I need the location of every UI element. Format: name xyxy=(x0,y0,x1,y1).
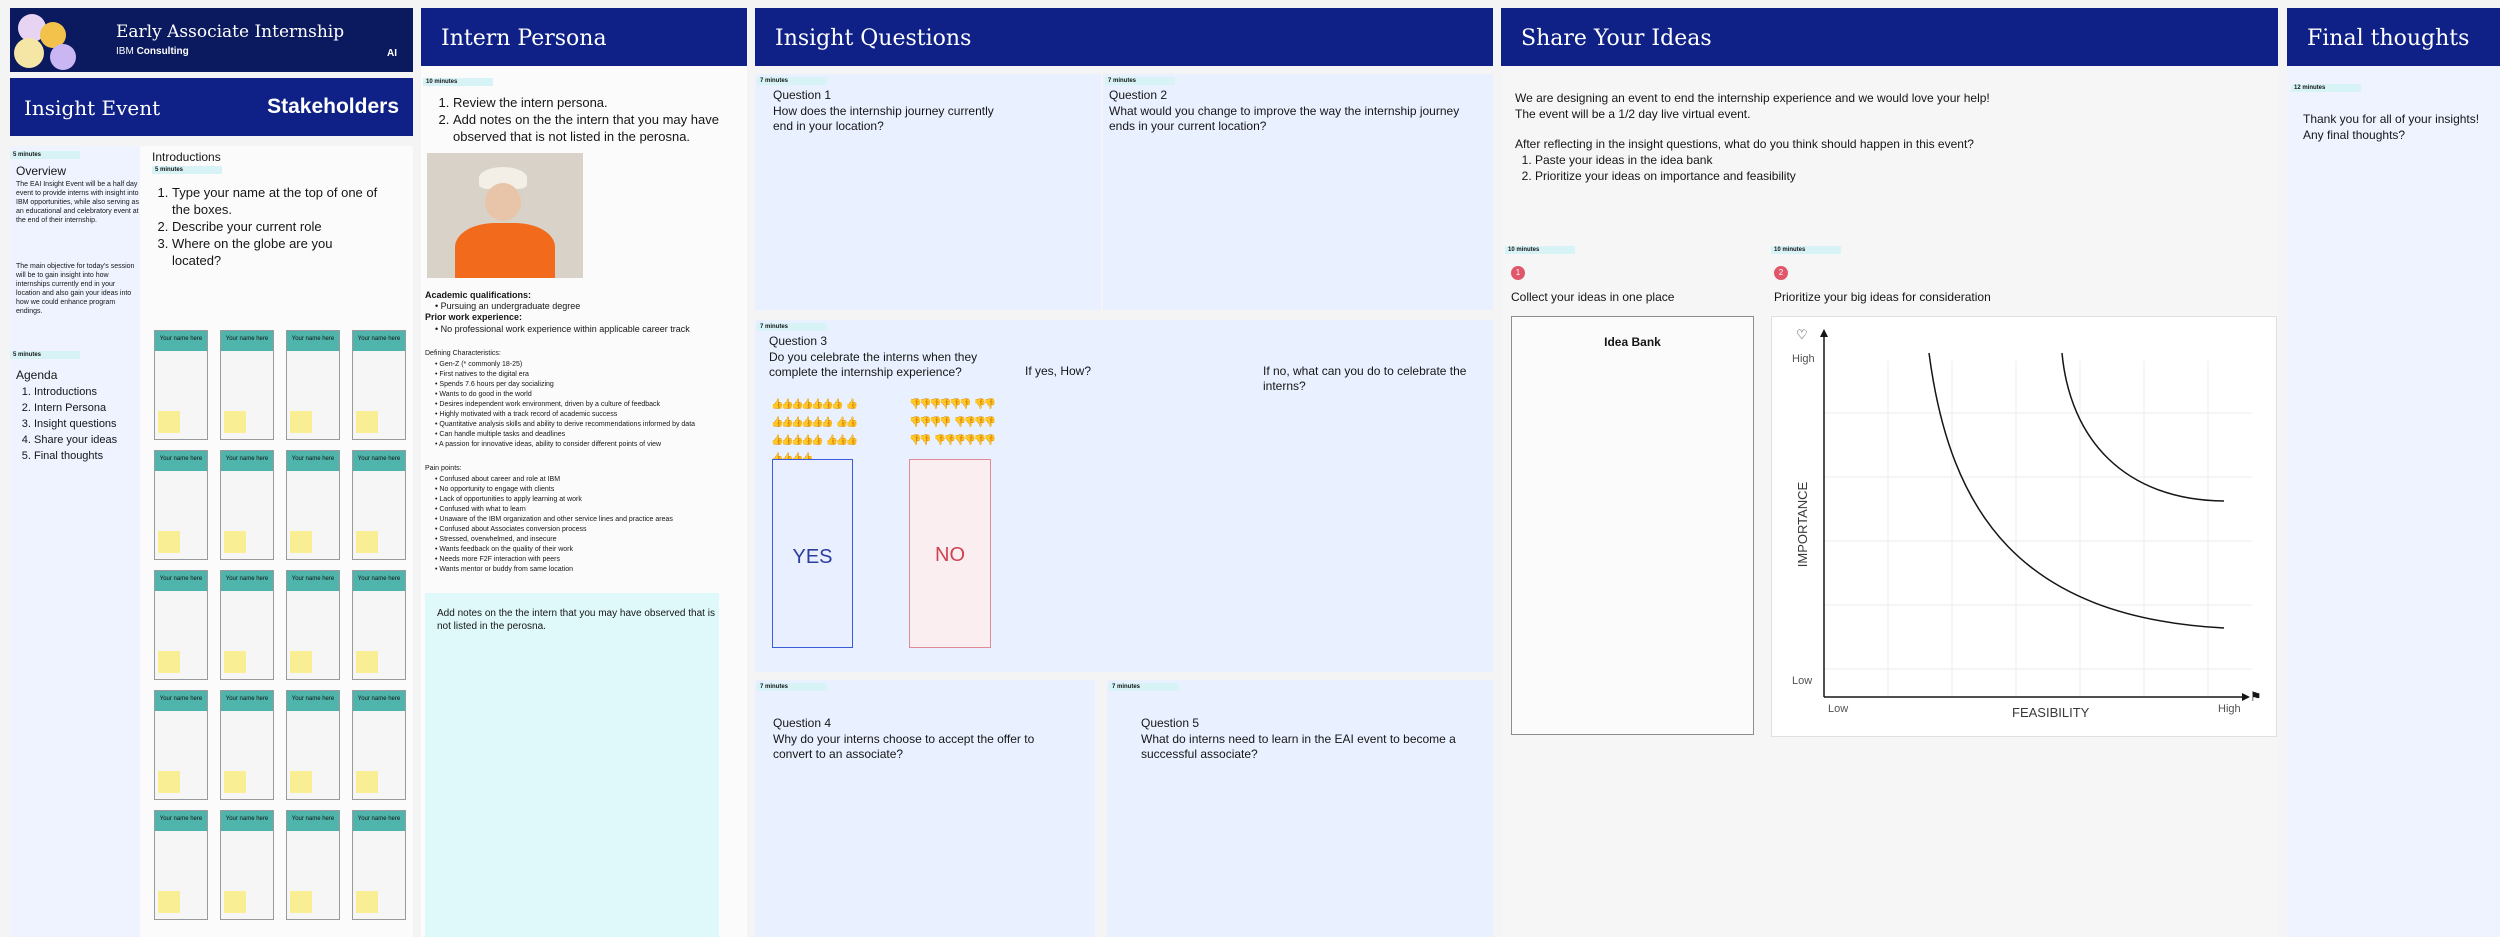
persona-panel xyxy=(421,8,747,937)
idea-bank-title: Idea Bank xyxy=(1604,335,1661,349)
introductions-time: 5 minutes xyxy=(152,166,222,174)
sticky-note[interactable] xyxy=(158,411,180,433)
flag-icon: ⚑ xyxy=(2250,689,2262,704)
name-card[interactable] xyxy=(220,330,274,440)
bullet-text: A passion for innovative ideas, ability to consider different points of view xyxy=(439,441,662,448)
final-time: 12 minutes xyxy=(2291,84,2361,92)
question-2-title: Question 2 xyxy=(1109,88,1168,102)
name-card-label[interactable]: Your name here xyxy=(353,451,405,471)
name-card[interactable] xyxy=(154,690,208,800)
question-4-time: 7 minutes xyxy=(757,683,827,691)
share-intro-3: After reflecting in the insight questions, what do you think should happen in this event? xyxy=(1515,137,1974,151)
sticky-note[interactable] xyxy=(158,651,180,673)
sticky-note[interactable] xyxy=(356,651,378,673)
insight-event-header xyxy=(10,78,413,136)
yes-box[interactable] xyxy=(772,459,853,648)
sticky-note[interactable] xyxy=(290,771,312,793)
name-card-label[interactable]: Your name here xyxy=(155,451,207,471)
name-card[interactable] xyxy=(352,570,406,680)
defining-item: • A passion for innovative ideas, ability to consider different points of view xyxy=(435,441,662,448)
agenda-item: 1. Introductions xyxy=(34,384,117,400)
name-card[interactable] xyxy=(352,450,406,560)
question-5-text: What do interns need to learn in the EAI event to become a successful associate? xyxy=(1141,732,1456,761)
persona-notes-box[interactable] xyxy=(425,593,719,937)
ibm-label: IBM xyxy=(116,46,134,57)
bullet-text: First natives to the digital era xyxy=(439,371,529,378)
question-1-card[interactable] xyxy=(755,74,1101,310)
name-card-label[interactable]: Your name here xyxy=(155,811,207,831)
question-5-title: Question 5 xyxy=(1141,716,1200,730)
question-3-card[interactable] xyxy=(755,320,1493,672)
name-card-label[interactable]: Your name here xyxy=(287,571,339,591)
pain-item: • Confused with what to learn xyxy=(435,506,526,513)
name-card[interactable] xyxy=(286,330,340,440)
persona-header: Intern Persona xyxy=(421,8,747,66)
overview-panel xyxy=(10,146,140,937)
name-card[interactable] xyxy=(352,690,406,800)
idea-bank-instruction: Collect your ideas in one place xyxy=(1511,290,1675,304)
agenda-item: 2. Intern Persona xyxy=(34,400,117,416)
agenda-time: 5 minutes xyxy=(10,351,80,359)
agenda-list xyxy=(16,384,117,464)
share-step: 1. Paste your ideas in the idea bank xyxy=(1535,152,2215,168)
pain-item: • Confused about career and role at IBM xyxy=(435,476,561,483)
name-card-label[interactable]: Your name here xyxy=(221,571,273,591)
sticky-note[interactable] xyxy=(356,411,378,433)
defining-item: • Gen-Z (* commonly 18-25) xyxy=(435,361,523,368)
name-card-label[interactable]: Your name here xyxy=(353,811,405,831)
name-card[interactable] xyxy=(220,690,274,800)
name-card-label[interactable]: Your name here xyxy=(287,331,339,351)
bullet-text: Stressed, overwhelmed, and insecure xyxy=(439,536,557,543)
defining-list xyxy=(435,360,745,450)
sticky-note[interactable] xyxy=(158,891,180,913)
work-value: No professional work experience within applicable career track xyxy=(440,324,690,334)
sticky-note[interactable] xyxy=(224,771,246,793)
name-card[interactable] xyxy=(286,450,340,560)
work-heading: Prior work experience: xyxy=(425,312,523,322)
defining-item: • Can handle multiple tasks and deadlines xyxy=(435,431,566,438)
persona-notes-text: Add notes on the the intern that you may have observed that is not listed in the perosna. xyxy=(437,608,715,632)
thumbs-down-icons: 👎👎👎👎👎👎 👎👎👎👎👎👎 👎👎👎👎👎👎 👎👎👎👎👎👎 xyxy=(909,399,996,446)
step-1-badge: 1 xyxy=(1511,266,1525,280)
defining-item: • Wants to do good in the world xyxy=(435,391,532,398)
banner-art xyxy=(10,8,85,72)
heart-icon: ♡ xyxy=(1796,327,1808,342)
name-card[interactable] xyxy=(286,810,340,920)
banner xyxy=(10,8,413,72)
final-thoughts-header: Final thoughts xyxy=(2287,8,2500,66)
bullet-text: Confused about career and role at IBM xyxy=(439,476,561,483)
pain-item: • No opportunity to engage with clients xyxy=(435,486,555,493)
bullet-text: Quantitative analysis skills and ability to derive recommendations informed by data xyxy=(439,421,696,428)
overview-time: 5 minutes xyxy=(10,151,80,159)
question-4-card[interactable] xyxy=(755,680,1095,937)
sticky-note[interactable] xyxy=(224,651,246,673)
bullet-text: Confused with what to learn xyxy=(439,506,526,513)
question-2-text: What would you change to improve the way the internship journey ends in your current location? xyxy=(1109,104,1460,133)
introductions-title: Introductions xyxy=(152,150,221,164)
agenda-title: Agenda xyxy=(16,368,58,382)
insight-questions-header: Insight Questions xyxy=(755,8,1493,66)
name-card[interactable] xyxy=(352,330,406,440)
name-card-label[interactable]: Your name here xyxy=(221,691,273,711)
consulting-label: Consulting xyxy=(136,46,189,57)
defining-item: • Highly motivated with a track record of academic success xyxy=(435,411,618,418)
question-4-title: Question 4 xyxy=(773,716,832,730)
x-axis-label: FEASIBILITY xyxy=(2012,705,2090,720)
name-card[interactable] xyxy=(154,330,208,440)
name-card[interactable] xyxy=(154,810,208,920)
bullet-text: Wants to do good in the world xyxy=(439,391,532,398)
share-intro xyxy=(1515,90,2215,184)
defining-heading: Defining Characteristics: xyxy=(425,350,501,357)
persona-steps xyxy=(435,94,735,145)
pain-item: • Wants mentor or buddy from same location xyxy=(435,566,573,573)
final-text-2: Any final thoughts? xyxy=(2303,128,2406,142)
sticky-note[interactable] xyxy=(224,531,246,553)
name-card-label[interactable]: Your name here xyxy=(221,451,273,471)
banner-logo: AI xyxy=(387,48,397,59)
bullet-text: Unaware of the IBM organization and other service lines and practice areas xyxy=(439,516,673,523)
sticky-note[interactable] xyxy=(356,531,378,553)
bullet-text: Wants mentor or buddy from same location xyxy=(439,566,573,573)
step-2-badge: 2 xyxy=(1774,266,1788,280)
insight-questions-panel xyxy=(755,8,1493,937)
y-low-label: Low xyxy=(1792,675,1813,687)
persona-step: 2. Add notes on the the intern that you may have observed that is not listed in the perosna. xyxy=(453,111,735,145)
overview-title: Overview xyxy=(16,164,67,178)
bullet-text: Wants feedback on the quality of their work xyxy=(439,546,573,553)
final-thoughts-panel xyxy=(2287,8,2500,937)
share-step: 2. Prioritize your ideas on importance and feasibility xyxy=(1535,168,2215,184)
sticky-note[interactable] xyxy=(290,411,312,433)
name-card[interactable] xyxy=(286,570,340,680)
agenda-item: 3. Insight questions xyxy=(34,416,117,432)
name-card-label[interactable]: Your name here xyxy=(155,691,207,711)
agenda-item: 4. Share your ideas xyxy=(34,432,117,448)
sticky-note[interactable] xyxy=(224,891,246,913)
question-3-title: Question 3 xyxy=(769,334,828,348)
pain-item: • Needs more F2F interaction with peers xyxy=(435,556,561,563)
x-high-label: High xyxy=(2218,703,2241,715)
name-card-label[interactable]: Your name here xyxy=(287,691,339,711)
pain-item: • Unaware of the IBM organization and other service lines and practice areas xyxy=(435,516,673,523)
name-card-label[interactable]: Your name here xyxy=(155,331,207,351)
question-5-time: 7 minutes xyxy=(1109,683,1179,691)
persona-step: 1. Review the intern persona. xyxy=(453,94,735,111)
name-card[interactable] xyxy=(154,450,208,560)
name-card[interactable] xyxy=(154,570,208,680)
work-text: • No professional work experience within applicable career track xyxy=(435,324,690,334)
banner-title: Early Associate Internship xyxy=(116,22,345,42)
name-card-label[interactable]: Your name here xyxy=(287,811,339,831)
bullet-text: Spends 7.6 hours per day socializing xyxy=(439,381,554,388)
if-yes-label: If yes, How? xyxy=(1025,364,1092,378)
idea-bank-box[interactable] xyxy=(1511,316,1754,735)
banner-subtitle xyxy=(116,46,189,57)
bullet-text: Desires independent work environment, driven by a culture of feedback xyxy=(439,401,661,408)
academic-value: Pursuing an undergraduate degree xyxy=(440,301,581,311)
sticky-note[interactable] xyxy=(356,771,378,793)
pain-item: • Stressed, overwhelmed, and insecure xyxy=(435,536,557,543)
pain-list xyxy=(435,475,745,575)
name-card-label[interactable]: Your name here xyxy=(353,571,405,591)
name-card-label[interactable]: Your name here xyxy=(155,571,207,591)
persona-time: 10 minutes xyxy=(423,78,493,86)
bullet-text: Gen-Z (* commonly 18-25) xyxy=(439,361,523,368)
defining-item: • Spends 7.6 hours per day socializing xyxy=(435,381,554,388)
intro-step: 2. Describe your current role xyxy=(172,218,384,235)
share-intro-2: The event will be a 1/2 day live virtual event. xyxy=(1515,107,1751,121)
pain-item: • Wants feedback on the quality of their work xyxy=(435,546,573,553)
thumbs-up-icons: 👍👍👍👍👍👍👍 👍👍👍👍👍👍👍 👍👍👍👍👍👍👍 👍👍👍 xyxy=(771,399,858,446)
priority-matrix-chart xyxy=(1772,317,2278,738)
name-card-label[interactable]: Your name here xyxy=(221,811,273,831)
overview-text-1: The EAI Insight Event will be a half day event to provide interns with insight into IBM opportunities, while also serving as an educational and celebratory event at the end of their internship. xyxy=(16,181,139,224)
name-card[interactable] xyxy=(352,810,406,920)
name-card-label[interactable]: Your name here xyxy=(221,331,273,351)
name-card[interactable] xyxy=(220,450,274,560)
introductions-list xyxy=(154,184,384,269)
final-text-1: Thank you for all of your insights! xyxy=(2303,112,2480,126)
sticky-note[interactable] xyxy=(290,891,312,913)
pain-item: • Confused about Associates conversion process xyxy=(435,526,587,533)
y-axis-label: IMPORTANCE xyxy=(1795,481,1811,568)
sticky-note[interactable] xyxy=(158,771,180,793)
stakeholders-title: Stakeholders xyxy=(267,95,399,118)
question-1-title: Question 1 xyxy=(773,88,832,102)
prioritize-time: 10 minutes xyxy=(1771,246,1841,254)
sticky-note[interactable] xyxy=(224,411,246,433)
prioritize-instruction: Prioritize your big ideas for consideration xyxy=(1774,290,1991,304)
name-card[interactable] xyxy=(220,810,274,920)
name-card-label[interactable]: Your name here xyxy=(287,451,339,471)
persona-photo xyxy=(427,153,583,278)
priority-matrix[interactable] xyxy=(1771,316,2277,737)
bullet-text: Can handle multiple tasks and deadlines xyxy=(439,431,566,438)
pain-item: • Lack of opportunities to apply learning at work xyxy=(435,496,582,503)
share-ideas-panel xyxy=(1501,8,2278,937)
name-card[interactable] xyxy=(286,690,340,800)
insight-event-title: Insight Event xyxy=(24,96,161,120)
bullet-text: Needs more F2F interaction with peers xyxy=(439,556,561,563)
bullet-text: Highly motivated with a track record of academic success xyxy=(439,411,618,418)
y-high-label: High xyxy=(1792,353,1815,365)
x-low-label: Low xyxy=(1828,703,1849,715)
question-3-time: 7 minutes xyxy=(757,323,827,331)
defining-item: • Quantitative analysis skills and ability to derive recommendations informed by data xyxy=(435,421,696,428)
no-label: NO xyxy=(935,544,965,566)
if-no-label: If no, what can you do to celebrate the interns? xyxy=(1263,364,1467,393)
question-5-card[interactable] xyxy=(1107,680,1493,937)
question-1-text: How does the internship journey currently end in your location? xyxy=(773,104,994,133)
question-4-text: Why do your interns choose to accept the offer to convert to an associate? xyxy=(773,732,1035,761)
academic-heading: Academic qualifications: xyxy=(425,290,532,300)
share-ideas-header: Share Your Ideas xyxy=(1501,8,2278,66)
sticky-note[interactable] xyxy=(356,891,378,913)
academic-text: • Pursuing an undergraduate degree xyxy=(435,301,581,311)
defining-item: • First natives to the digital era xyxy=(435,371,529,378)
sticky-note[interactable] xyxy=(158,531,180,553)
no-box[interactable] xyxy=(909,459,991,648)
bullet-text: Lack of opportunities to apply learning at work xyxy=(439,496,582,503)
question-2-card[interactable] xyxy=(1103,74,1493,310)
name-card-label[interactable]: Your name here xyxy=(353,691,405,711)
bullet-text: Confused about Associates conversion process xyxy=(439,526,587,533)
intro-step: 3. Where on the globe are you located? xyxy=(172,235,384,269)
sticky-note[interactable] xyxy=(290,651,312,673)
defining-item: • Desires independent work environment, driven by a culture of feedback xyxy=(435,401,661,408)
introductions-panel xyxy=(140,146,413,937)
overview-text-2: The main objective for today's session will be to gain insight into how internships currently end in your location and also gain your ideas into how we could enhance program endings. xyxy=(16,263,135,315)
intro-step: 1. Type your name at the top of one of the boxes. xyxy=(172,184,384,218)
question-2-time: 7 minutes xyxy=(1105,77,1175,85)
sticky-note[interactable] xyxy=(290,531,312,553)
share-intro-1: We are designing an event to end the internship experience and we would love your help! xyxy=(1515,91,1990,105)
pain-heading: Pain points: xyxy=(425,465,462,472)
yes-label: YES xyxy=(792,546,833,568)
question-1-time: 7 minutes xyxy=(757,77,827,85)
name-card[interactable] xyxy=(220,570,274,680)
question-3-text: Do you celebrate the interns when they complete the internship experience? xyxy=(769,350,978,379)
idea-bank-time: 10 minutes xyxy=(1505,246,1575,254)
name-card-label[interactable]: Your name here xyxy=(353,331,405,351)
bullet-text: No opportunity to engage with clients xyxy=(439,486,555,493)
agenda-item: 5. Final thoughts xyxy=(34,448,117,464)
